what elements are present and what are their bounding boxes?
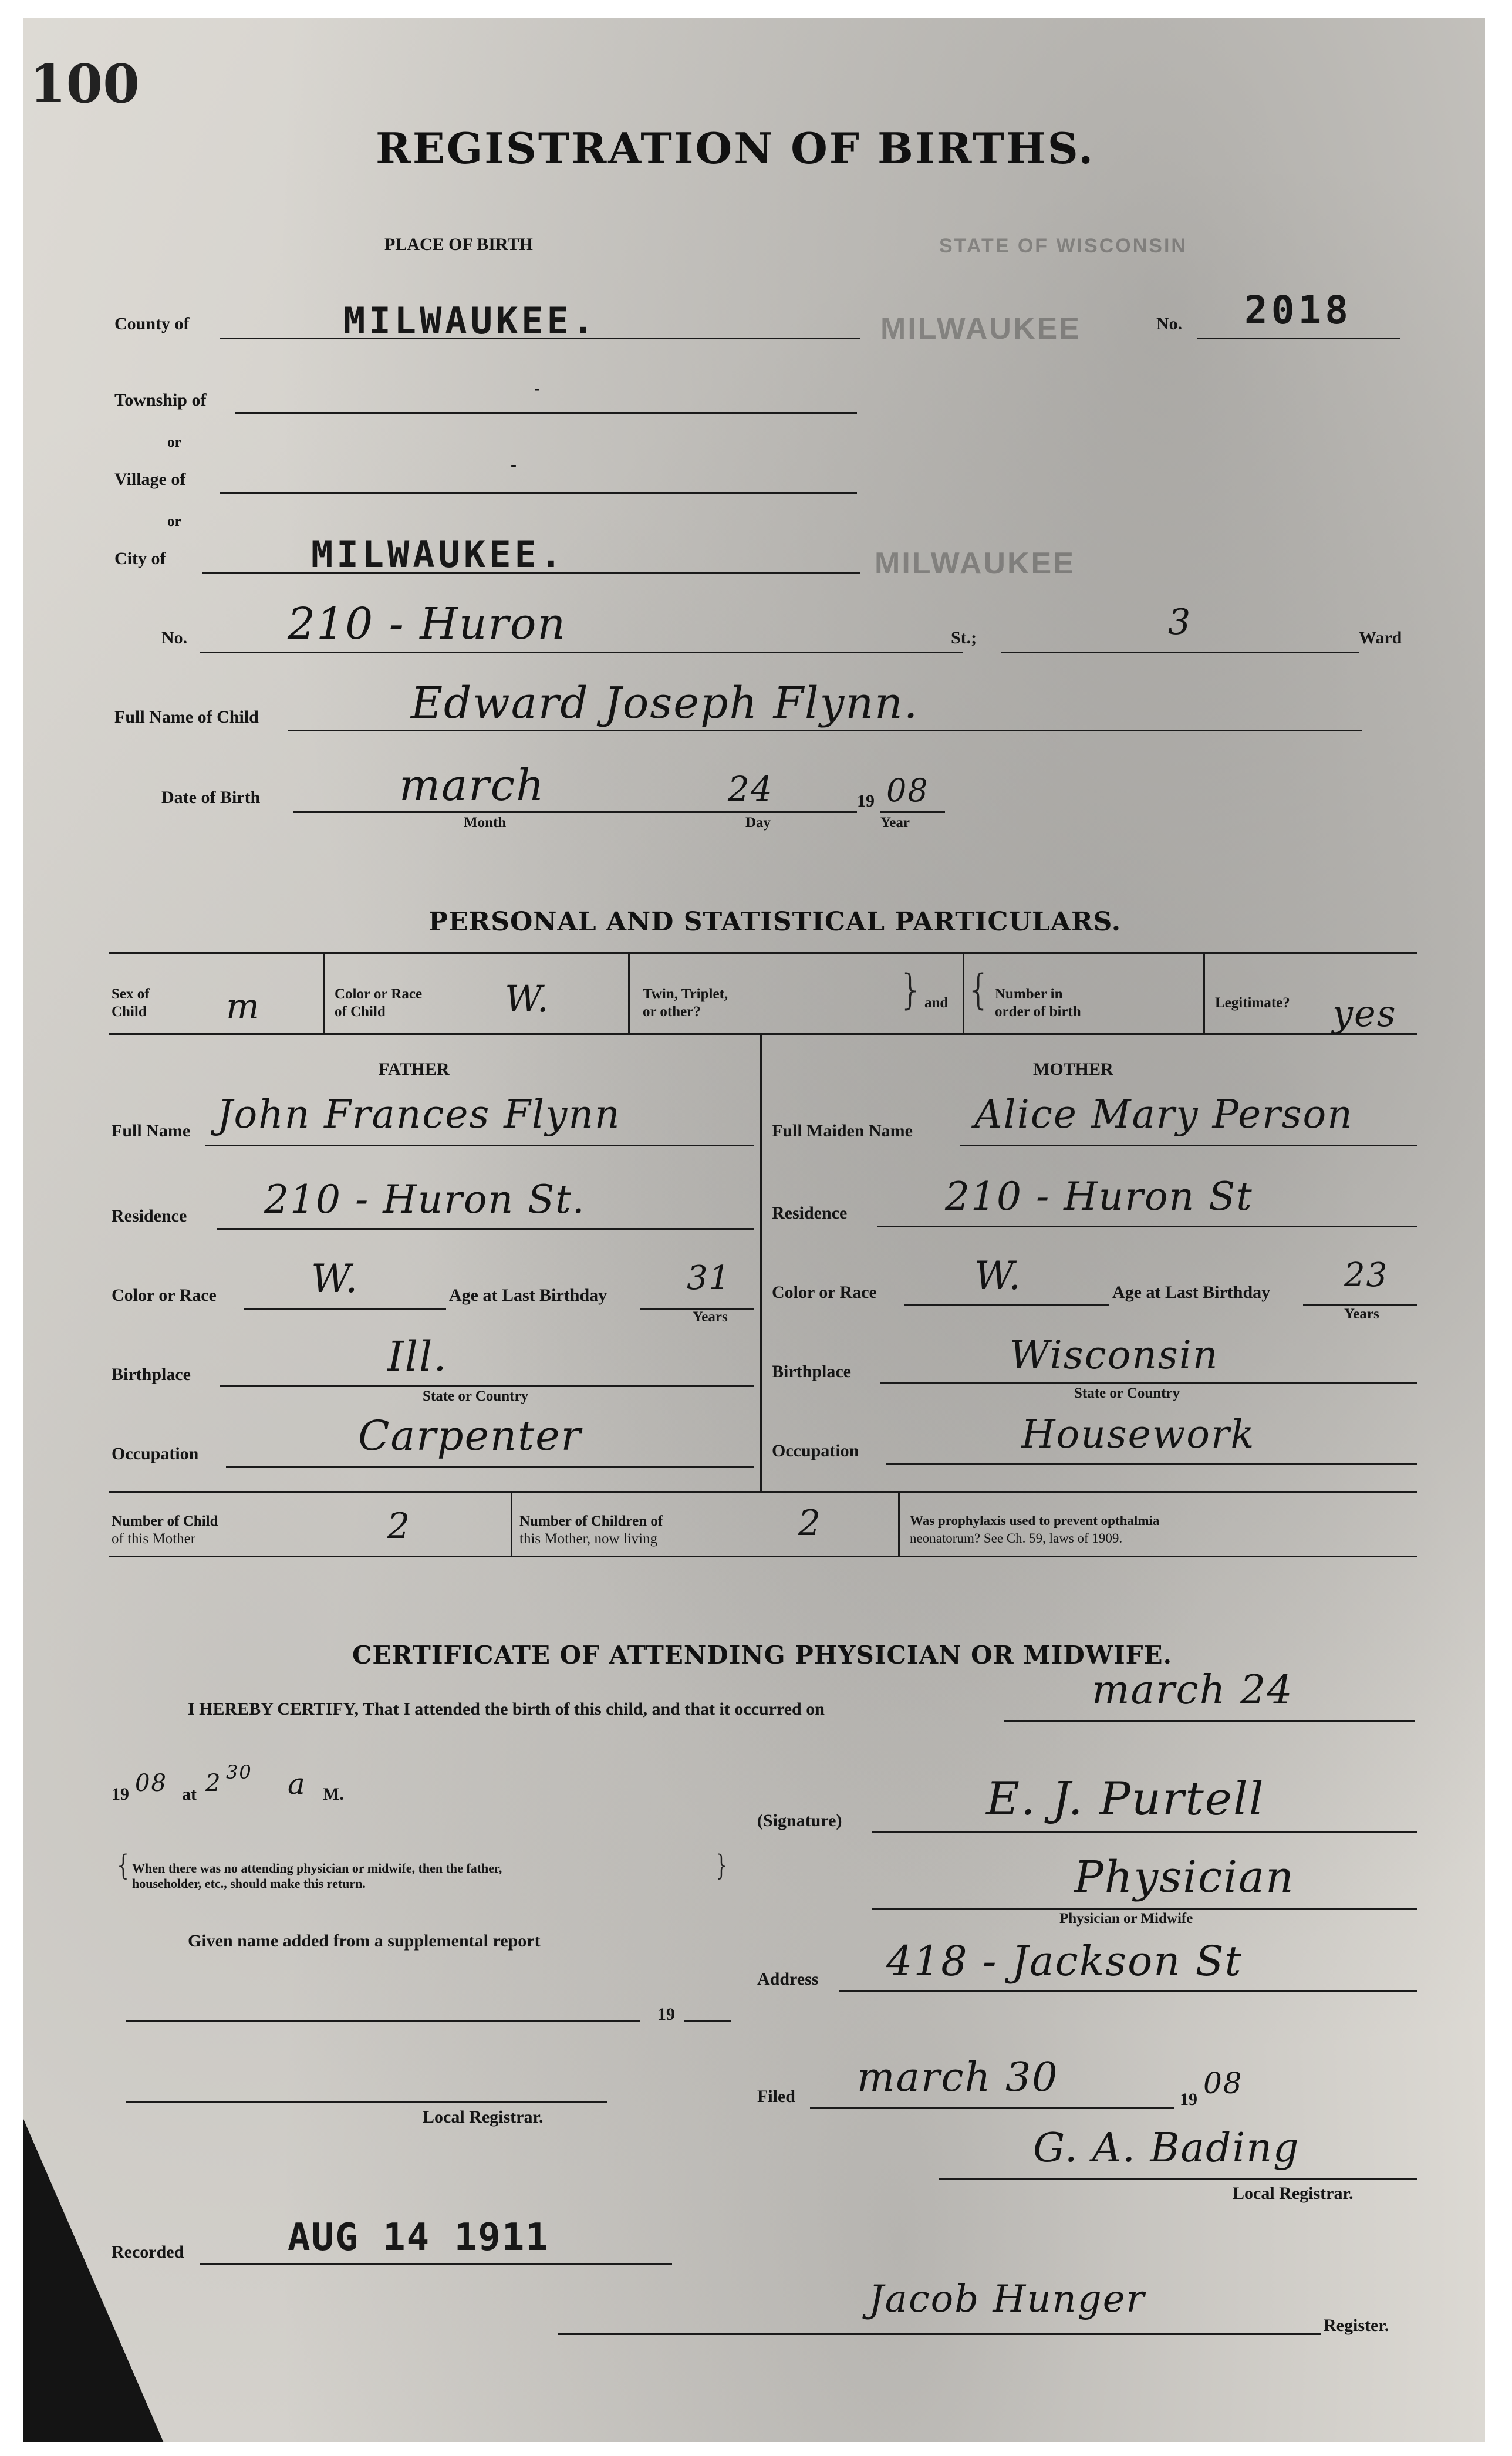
counts-divider-1 [511,1491,512,1556]
city-value: MILWAUKEE. [311,533,566,576]
mother-birthplace-line [880,1382,1418,1384]
father-heading: FATHER [379,1060,450,1079]
day-label: Day [745,815,771,831]
recorded-label: Recorded [112,2242,184,2262]
counts-bottom-rule [109,1556,1418,1557]
child-number-label-1: Number of Child [112,1513,218,1529]
recorded-line [200,2263,672,2265]
counts-top-rule [109,1491,1418,1493]
filed-line [810,2107,1174,2109]
mother-name-line [960,1145,1418,1146]
physician-signature: E. J. Purtell [986,1773,1265,1826]
mother-occupation-value: Housework [1021,1412,1256,1457]
sex-value: m [226,986,261,1027]
twin-label-1: Twin, Triplet, [643,986,728,1002]
color-race-label-1: Color or Race [335,986,423,1002]
registration-no-value: 2018 [1244,288,1352,333]
mother-residence-label: Residence [772,1203,848,1223]
dob-month-value: march [399,760,545,811]
father-residence-value: 210 - Huron St. [264,1177,586,1222]
role-line [872,1908,1418,1910]
mother-birthplace-value: Wisconsin [1010,1332,1219,1378]
faint-state-label: STATE OF WISCONSIN [939,235,1187,257]
ward-line [1001,652,1359,653]
father-residence-label: Residence [112,1206,187,1226]
dob-day-value: 24 [728,769,774,809]
father-occupation-line [226,1466,754,1468]
mother-age-label: Age at Last Birthday [1112,1283,1271,1302]
ampm-value: a [288,1767,306,1801]
filed-label: Filed [757,2087,795,2106]
time-hour: 2 [205,1770,222,1797]
signature-label: (Signature) [757,1811,842,1830]
township-line [235,412,857,414]
at-label: at [182,1784,197,1804]
father-residence-line [217,1228,754,1230]
county-label: County of [114,314,190,333]
document-title: REGISTRATION OF BIRTHS. [376,123,1095,173]
child-name-line [288,730,1362,731]
filed-year-prefix: 19 [1180,2090,1197,2109]
certify-year-prefix: 19 [112,1784,129,1804]
physician-address-value: 418 - Jackson St [886,1937,1243,1985]
father-years-label: Years [693,1309,728,1325]
child-name-value: Edward Joseph Flynn. [411,678,919,728]
father-color-value: W. [311,1256,359,1301]
father-occupation-value: Carpenter [358,1412,582,1460]
register-line [558,2333,1321,2335]
physician-role-label: Physician or Midwife [1059,1911,1193,1927]
place-of-birth-heading: PLACE OF BIRTH [384,235,533,254]
street-line [200,652,963,653]
recorded-date-stamp: AUG 14 1911 [288,2216,549,2259]
father-name-line [205,1145,754,1146]
certify-date-line [1004,1720,1415,1722]
register-label: Register. [1324,2316,1389,2335]
father-name-value: John Frances Flynn [217,1092,621,1137]
registration-no-label: No. [1156,314,1183,333]
child-name-label: Full Name of Child [114,707,259,727]
certify-text: I HEREBY CERTIFY, That I attended the birth of this child, and that it occurred on [188,1699,825,1719]
child-number-value: 2 [387,1506,411,1547]
prophylaxis-label-2: neonatorum? See Ch. 59, laws of 1909. [910,1531,1123,1546]
mother-occupation-line [886,1463,1418,1465]
mother-color-value: W. [974,1253,1022,1298]
father-birthplace-value: Ill. [387,1332,448,1381]
ward-label: Ward [1359,628,1402,647]
certify-year-suffix: 08 [135,1770,167,1797]
mother-name-value: Alice Mary Person [974,1092,1354,1137]
address-line [839,1990,1418,1992]
mother-age-value: 23 [1344,1256,1389,1294]
father-color-label: Color or Race [112,1286,217,1305]
certificate-heading: CERTIFICATE OF ATTENDING PHYSICIAN OR MIDWIFE. [352,1641,1173,1669]
color-race-label-2: of Child [335,1004,386,1020]
twin-label-2: or other? [643,1004,701,1020]
father-color-line [244,1308,446,1310]
dob-month-line [293,811,669,813]
mother-occupation-label: Occupation [772,1441,859,1460]
and-label: and [924,995,949,1011]
child-number-label-2: of this Mother [112,1531,196,1547]
note-text-1: When there was no attending physician or midwife, then the father, [132,1861,502,1875]
m-label: M. [323,1784,344,1804]
children-living-label-2: this Mother, now living [519,1531,658,1547]
supplement-year-label: 19 [657,2005,675,2024]
time-minutes: 30 [226,1761,252,1783]
children-living-label-1: Number of Children of [519,1513,663,1529]
year-label: Year [880,815,910,831]
page-number: 100 [29,53,140,115]
supplement-label: Given name added from a supplemental report [188,1931,541,1951]
dob-label: Date of Birth [161,788,261,807]
mother-heading: MOTHER [1033,1060,1113,1079]
local-registrar-line-left [126,2101,608,2103]
mother-name-label: Full Maiden Name [772,1121,913,1141]
mother-years-label: Years [1344,1306,1379,1322]
mother-state-label: State or Country [1074,1385,1180,1401]
note-text-2: householder, etc., should make this return. [132,1876,366,1891]
sex-label-2: Child [112,1004,147,1020]
order-label-2: order of birth [995,1004,1081,1020]
sex-label-1: Sex of [112,986,150,1002]
faint-city-stamp: MILWAUKEE [875,546,1075,581]
prophylaxis-label-1: Was prophylaxis used to prevent opthalmia [910,1513,1160,1528]
father-birthplace-line [220,1385,754,1387]
street-label: St.; [951,628,977,647]
divider-1 [323,952,325,1033]
mother-color-line [904,1304,1109,1306]
mother-color-label: Color or Race [772,1283,877,1302]
or-label-2: or [167,514,181,529]
mother-residence-value: 210 - Huron St [945,1174,1253,1219]
register-signature: Jacob Hunger [869,2278,1146,2321]
address-label: Address [757,1969,819,1989]
divider-3 [963,952,964,1033]
mother-birthplace-label: Birthplace [772,1362,851,1381]
month-label: Month [464,815,507,831]
father-age-value: 31 [687,1259,731,1297]
village-line [220,492,857,494]
legitimate-label: Legitimate? [1215,995,1290,1011]
personal-heading: PERSONAL AND STATISTICAL PARTICULARS. [428,907,1122,937]
order-label-1: Number in [995,986,1063,1002]
local-registrar-label-left: Local Registrar. [423,2107,544,2127]
village-label: Village of [114,470,186,489]
divider-2 [628,952,630,1033]
personal-row-rule [109,1033,1418,1035]
township-value: - [534,379,540,398]
faint-county-stamp: MILWAUKEE [880,312,1081,346]
local-registrar-label: Local Registrar. [1233,2184,1354,2203]
street-address-value: 210 - Huron [288,599,567,649]
parents-divider [760,1033,762,1491]
divider-4 [1203,952,1205,1033]
city-label: City of [114,549,166,568]
birth-certificate-sheet: 100 REGISTRATION OF BIRTHS. PLACE OF BIRTH STATE OF WISCONSIN County of MILWAUKEE. MILWAUKEE No. 2018 Township of - or Village of - or City of MILWAUKEE. MILWAUKEE No. 210 - Huron St.; 3 Ward Full Name of Child Edward Joseph Flynn. Date of Birth march 24 19 08 Month Day Year PERSONAL AND STATISTICAL PARTICULARS. Sex of Child m Color or Race of Child W. Twin, Triplet, or other? } and { Number in order of birth Legitimate? yes FATHER Full Name John Frances Flynn Residence 210 - Huron St. Color or Race W. Age at Last Birthday 31 Years Birthplace Ill. State or Country Occupation Carpenter MOTHER Full Maiden Name Alice Mary Person Residence 210 - Huron St Color or Race W. Age at Last Birthday 23 Years Birthplace Wisconsin State or Country Occupation Housework Number of Child of this Mother 2 Number of Children of this Mother, now living 2 Was prophylaxis used to prevent opthalmia neonatorum? See Ch. 59, laws of 1909. CERTIFICATE OF ATTENDING PHYSICIAN OR MIDWIFE. I HEREBY CERTIFY, That I attended the birth of this child, and that it occurred on march 24 19 08 at 2 30 a M. (Signature) E. J. Purtell { When there was no attending physician or midwife, then the father, householder, etc., should make this return. } Physician Physician or Midwife Given name added from a supplemental report 19 Address 418 - Jackson St Local Registrar. Filed march 30 19 08 G. A. Bading Local Registrar. Recorded AUG 14 1911 Jacob Hunger Register. [23,18,1485,2442]
township-label: Township of [114,390,207,410]
village-value: - [511,455,517,474]
children-living-value: 2 [798,1503,822,1544]
or-label-1: or [167,434,181,450]
dob-day-line [669,811,857,813]
registration-no-line [1197,338,1400,339]
counts-divider-2 [898,1491,900,1556]
filed-year-suffix: 08 [1203,2066,1243,2100]
ward-value: 3 [1168,602,1192,643]
legitimate-value: yes [1332,992,1397,1035]
signature-line [872,1831,1418,1833]
supplement-year-line [684,2020,731,2022]
county-value: MILWAUKEE. [343,299,598,342]
filed-date-value: march 30 [857,2054,1059,2101]
torn-corner [23,2119,176,2442]
dob-year-line [880,811,945,813]
mother-residence-line [878,1226,1418,1227]
physician-role-value: Physician [1074,1852,1295,1902]
father-name-label: Full Name [112,1121,191,1141]
local-registrar-signature: G. A. Bading [1033,2125,1300,2171]
father-birthplace-label: Birthplace [112,1365,191,1384]
child-color-value: W. [505,977,550,1020]
supplement-line [126,2020,640,2022]
street-no-label: No. [161,628,188,647]
dob-year-prefix: 19 [857,791,875,811]
certify-date-value: march 24 [1092,1667,1294,1713]
registrar-signature-line [939,2178,1418,2180]
father-state-label: State or Country [423,1388,529,1404]
father-occupation-label: Occupation [112,1444,199,1463]
dob-year-suffix: 08 [886,772,929,809]
father-age-label: Age at Last Birthday [449,1286,608,1305]
personal-top-rule [109,952,1418,954]
